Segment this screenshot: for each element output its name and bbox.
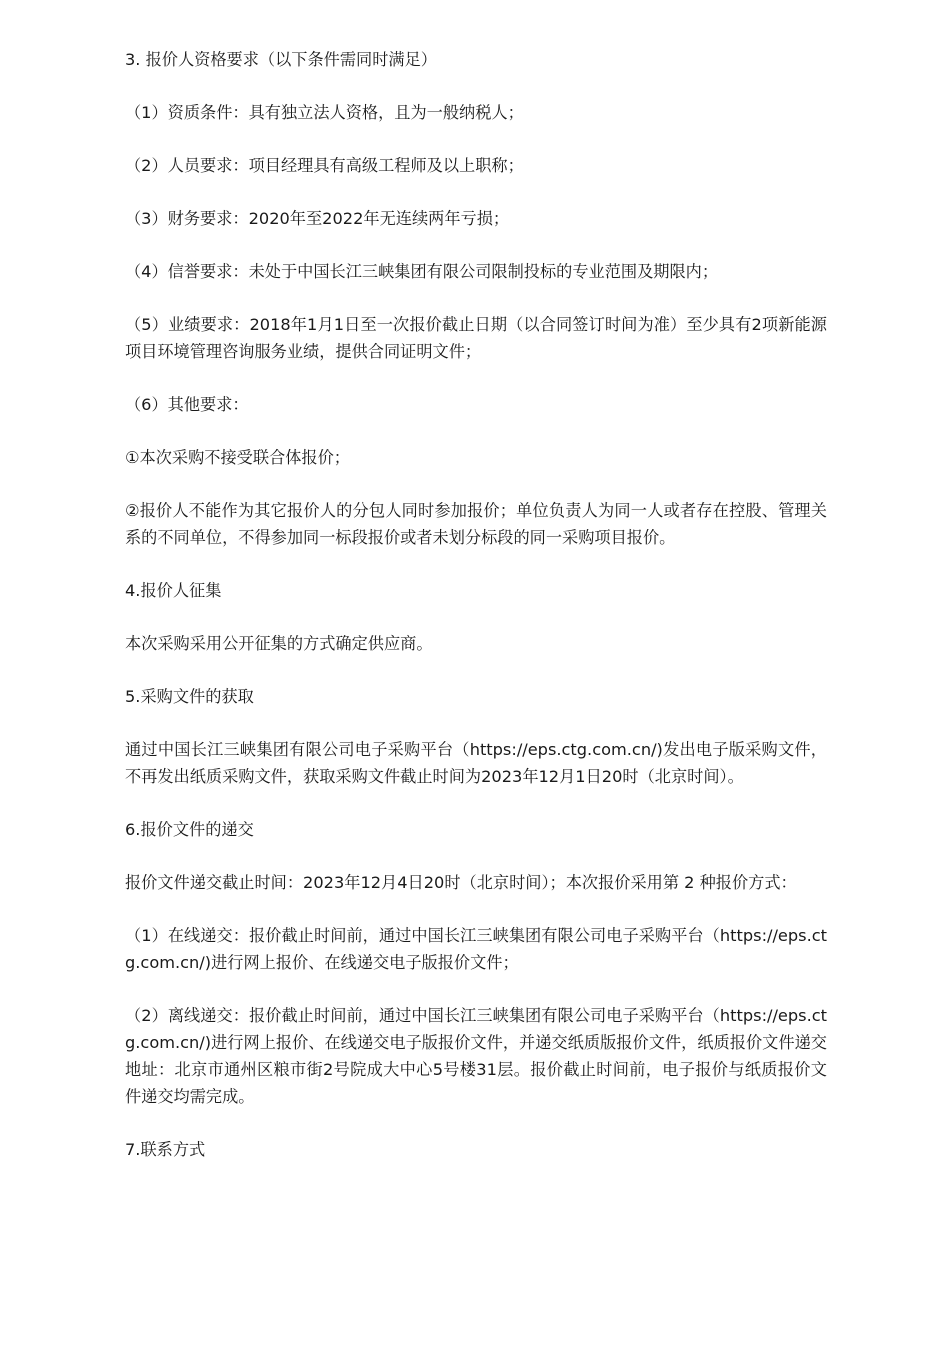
other-item-1: ①本次采购不接受联合体报价；: [125, 448, 350, 467]
documents-text: 通过中国长江三峡集团有限公司电子采购平台（https://eps.ctg.com.cn/)发出电子版采购文件，不再发出纸质采购文件，获取采购文件截止时间为2023年12月1日20时（北京时间）。: [125, 740, 827, 786]
section-heading-collection: 4.报价人征集: [125, 581, 222, 600]
requirement-finance: （3）财务要求：2020年至2022年无连续两年亏损；: [125, 209, 510, 228]
submission-deadline: 报价文件递交截止时间：2023年12月4日20时（北京时间）；本次报价采用第 2 种报价方式：: [125, 873, 797, 892]
section-heading-documents: 5.采购文件的获取: [125, 687, 254, 706]
submission-offline: （2）离线递交：报价截止时间前，通过中国长江三峡集团有限公司电子采购平台（https://eps.ctg.com.cn/)进行网上报价、在线递交电子版报价文件，并递交纸质版报价文件，纸质报价文件递交地址：北京市通州区粮市街2号院成大中心5号楼31层。报价截止时间前，电子报价与纸质报价文件递交均需完成。: [125, 1006, 827, 1106]
document-body: [125, 46, 827, 1189]
requirement-performance: （5）业绩要求：2018年1月1日至一次报价截止日期（以合同签订时间为准）至少具有2项新能源项目环境管理咨询服务业绩，提供合同证明文件；: [125, 315, 827, 361]
requirement-reputation: （4）信誉要求：未处于中国长江三峡集团有限公司限制投标的专业范围及期限内；: [125, 262, 719, 281]
requirement-personnel: （2）人员要求：项目经理具有高级工程师及以上职称；: [125, 156, 524, 175]
requirement-qualification: （1）资质条件：具有独立法人资格，且为一般纳税人；: [125, 103, 524, 122]
section-heading-contact: 7.联系方式: [125, 1140, 206, 1159]
submission-online: （1）在线递交：报价截止时间前，通过中国长江三峡集团有限公司电子采购平台（https://eps.ctg.com.cn/)进行网上报价、在线递交电子版报价文件；: [125, 926, 827, 972]
other-item-2: ②报价人不能作为其它报价人的分包人同时参加报价；单位负责人为同一人或者存在控股、管理关系的不同单位，不得参加同一标段报价或者未划分标段的同一采购项目报价。: [125, 501, 827, 547]
collection-text: 本次采购采用公开征集的方式确定供应商。: [125, 634, 433, 653]
section-heading-qualification: 3. 报价人资格要求（以下条件需同时满足）: [125, 50, 437, 69]
requirement-other: （6）其他要求：: [125, 395, 249, 414]
section-heading-submission: 6.报价文件的递交: [125, 820, 254, 839]
